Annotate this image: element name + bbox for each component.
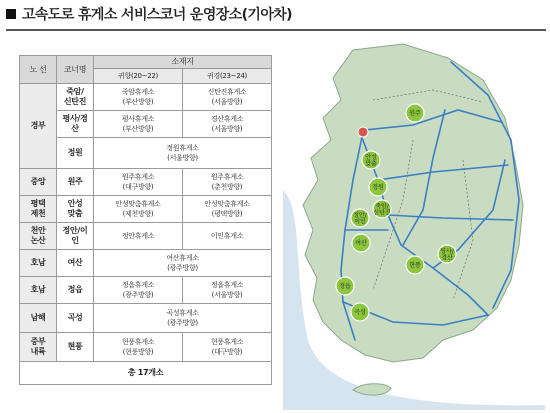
table-row	[20, 169, 272, 196]
dir1-cell: 정안휴게소	[94, 223, 183, 250]
corner-cell: 평사/경 산	[57, 111, 94, 138]
dir2-cell: 안성맞춤휴게소 (평택방향)	[183, 196, 272, 223]
title-text: 고속도로 휴게소 서비스코너 운영장소(기아차)	[22, 7, 292, 23]
header-corner: 코너명	[57, 56, 94, 84]
route-cell: 중부 내륙	[20, 333, 57, 362]
page-title	[6, 2, 292, 26]
map-marker	[362, 151, 380, 169]
marker-label: 원주	[409, 110, 421, 117]
dir2-cell: 경산휴게소 (서울방향)	[183, 111, 272, 138]
map-marker	[336, 277, 354, 295]
seoul-hub	[358, 127, 368, 137]
map-marker	[352, 234, 370, 252]
corner-cell: 현풍	[57, 333, 94, 362]
dir1-cell: 안성맞춤휴게소 (제천방향)	[94, 196, 183, 223]
corner-cell: 정안/이 인	[57, 223, 94, 250]
table-row	[20, 304, 272, 333]
route-cell: 천안 논산	[20, 223, 57, 250]
map-marker	[351, 303, 369, 321]
dir1-cell: 현풍휴게소 (현풍방향)	[94, 333, 183, 362]
map-marker	[438, 245, 456, 263]
dir1-cell: 평사휴게소 (부산방향)	[94, 111, 183, 138]
marker-label: 정안/ 이인	[353, 211, 367, 226]
header-dir2: 귀경(23~24)	[183, 69, 272, 84]
dir2-cell: 신탄진휴게소 (서울방향)	[183, 84, 272, 111]
both-cell: 여산휴게소 (광주방향)	[94, 250, 272, 277]
marker-label: 현풍	[409, 262, 421, 269]
dir2-cell: 이인휴게소	[183, 223, 272, 250]
corner-cell: 정원	[57, 138, 94, 169]
map-marker	[373, 200, 391, 218]
marker-label: 정원	[372, 184, 384, 191]
route-cell: 호남	[20, 277, 57, 304]
dir1-cell: 원주휴게소 (대구방향)	[94, 169, 183, 196]
table-row	[20, 333, 272, 362]
route-cell: 중앙	[20, 169, 57, 196]
marker-label: 여산	[355, 240, 367, 247]
route-cell: 호남	[20, 250, 57, 277]
service-corner-table	[19, 55, 272, 385]
route-cell: 평택 제천	[20, 196, 57, 223]
dir2-cell: 현풍휴게소 (대구방향)	[183, 333, 272, 362]
route-cell: 경부	[20, 84, 57, 169]
header-dir1: 귀향(20~22)	[94, 69, 183, 84]
table-row	[20, 223, 272, 250]
marker-label: 평사/ 경산	[440, 247, 454, 262]
dir2-cell: 정읍휴게소 (서울방향)	[183, 277, 272, 304]
map-marker	[351, 209, 369, 227]
title-divider	[6, 29, 546, 31]
corner-cell: 원주	[57, 169, 94, 196]
marker-label: 죽암/ 신탄진	[373, 202, 391, 217]
table-row	[20, 84, 272, 111]
dir1-cell: 정읍휴게소 (광주방향)	[94, 277, 183, 304]
square-bullet-icon	[6, 9, 16, 19]
korea-expressway-map	[283, 40, 545, 410]
table-row	[20, 277, 272, 304]
table-row	[20, 250, 272, 277]
table-row	[20, 111, 272, 138]
header-route: 노 선	[20, 56, 57, 84]
corner-cell: 안성 맞춤	[57, 196, 94, 223]
table-row	[20, 138, 272, 169]
both-cell: 곡성휴게소 (광주방향)	[94, 304, 272, 333]
marker-label: 곡성	[354, 309, 366, 316]
header-location: 소재지	[94, 56, 272, 69]
table-row	[20, 196, 272, 223]
corner-cell: 곡성	[57, 304, 94, 333]
corner-cell: 죽암/ 신탄진	[57, 84, 94, 111]
table-total-row	[20, 362, 272, 385]
map-marker	[406, 104, 424, 122]
marker-label: 정읍	[339, 283, 351, 290]
total-cell: 총 17개소	[20, 362, 272, 385]
corner-cell: 여산	[57, 250, 94, 277]
marker-label: 안성 맞춤	[365, 153, 377, 168]
map-marker	[406, 256, 424, 274]
table-header-row	[20, 56, 272, 69]
route-cell: 남해	[20, 304, 57, 333]
dir1-cell: 죽암휴게소 (부산방향)	[94, 84, 183, 111]
both-cell: 정원휴게소 (서울방향)	[94, 138, 272, 169]
map-marker	[369, 178, 387, 196]
corner-cell: 정읍	[57, 277, 94, 304]
dir2-cell: 원주휴게소 (춘천방향)	[183, 169, 272, 196]
